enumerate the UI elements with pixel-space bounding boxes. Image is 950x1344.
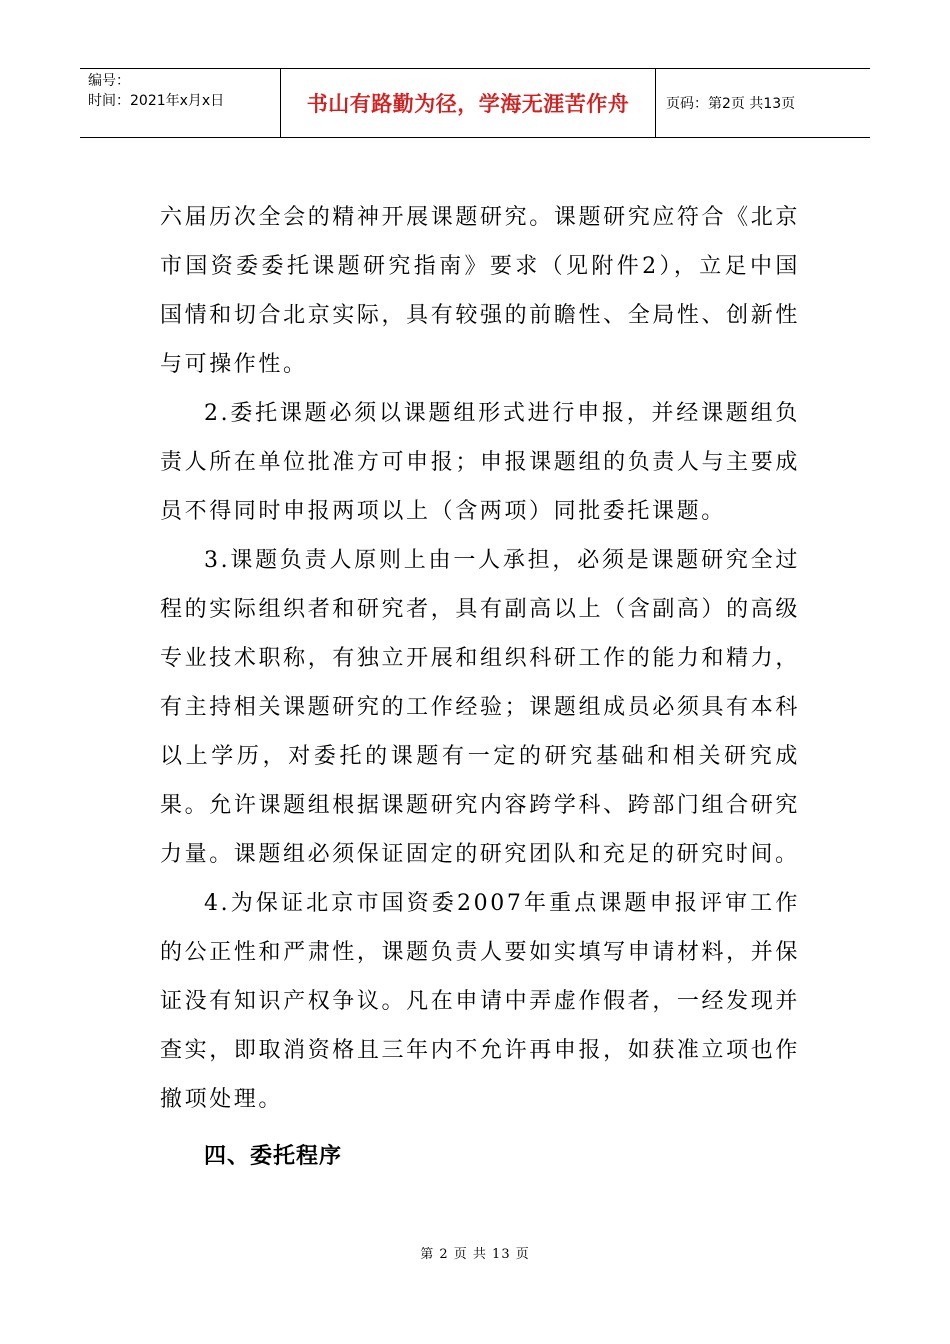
body-paragraph-1: 六届历次全会的精神开展课题研究。课题研究应符合《北京市国资委委托课题研究指南》要求（见附件2），立足中国国情和切合北京实际，具有较强的前瞻性、全局性、创新性与可操作性。 <box>160 205 800 377</box>
header-page-label: 页码：第2页 共13页 <box>666 96 796 112</box>
document-number-label: 编号： <box>88 73 130 89</box>
document-body <box>160 193 800 1181</box>
body-paragraph-4: 4.为保证北京市国资委2007年重点课题申报评审工作的公正性和严肃性，课题负责人要如实填写申请材料，并保证没有知识产权争议。凡在申请中弄虚作假者，一经发现并查实，即取消资格且三年内不允许再申报，如获准立项也作撤项处理。 <box>160 891 800 1112</box>
page-header <box>80 68 870 138</box>
page-footer: 第 2 页 共 13 页 <box>420 1247 530 1262</box>
section-heading: 四、委托程序 <box>204 1144 343 1169</box>
body-paragraph-3: 3.课题负责人原则上由一人承担，必须是课题研究全过程的实际组织者和研究者，具有副高以上（含副高）的高级专业技术职称，有独立开展和组织科研工作的能力和精力，有主持相关课题研究的工作经验；课题组成员必须具有本科以上学历，对委托的课题有一定的研究基础和相关研究成果。允许课题组根据课题研究内容跨学科、跨部门组合研究力量。课题组必须保证固定的研究团队和充足的研究时间。 <box>160 548 800 867</box>
body-paragraph-2: 2.委托课题必须以课题组形式进行申报，并经课题组负责人所在单位批准方可申报；申报课题组的负责人与主要成员不得同时申报两项以上（含两项）同批委托课题。 <box>160 401 800 524</box>
document-time-label: 时间：2021年x月x日 <box>88 93 225 109</box>
header-motto: 书山有路勤为径，学海无涯苦作舟 <box>280 69 656 137</box>
header-meta <box>80 69 280 137</box>
